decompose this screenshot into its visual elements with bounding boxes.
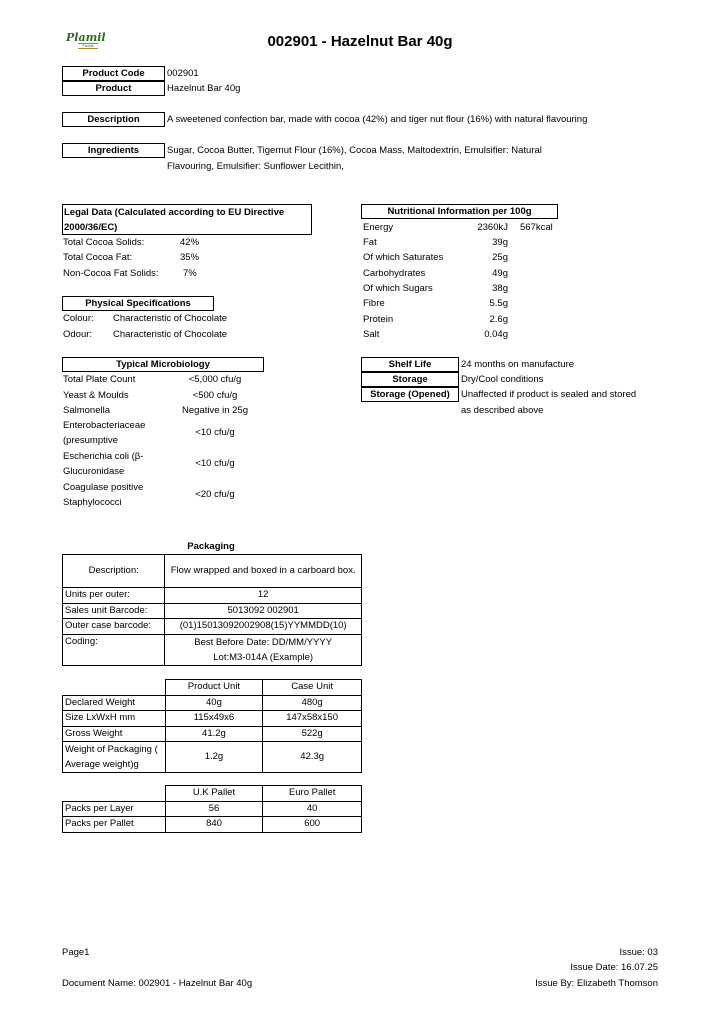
weights-col-header: Case Unit — [263, 680, 362, 696]
nutrition-energy-label: Energy — [363, 222, 394, 233]
micro-row-label: Staphylococci — [63, 497, 122, 508]
storage-opened-line-2: as described above — [461, 405, 544, 416]
table-row — [63, 817, 362, 833]
weights-cell: 522g — [263, 726, 362, 742]
table-row — [63, 711, 362, 727]
issue-date: Issue Date: 16.07.25 — [570, 962, 658, 973]
table-row — [63, 726, 362, 742]
legal-row-label: Total Cocoa Fat: — [63, 252, 133, 263]
weights-row-label: Declared Weight — [63, 695, 166, 711]
empty-cell — [63, 680, 166, 696]
legal-row-label: Total Cocoa Solids: — [63, 237, 145, 248]
micro-row-label: (presumptive — [63, 435, 118, 446]
empty-cell — [63, 786, 166, 802]
nutrition-row-label: Fat — [363, 237, 377, 248]
microbiology-heading: Typical Microbiology — [62, 357, 264, 372]
legal-row-value: 42% — [180, 237, 200, 248]
weights-cell: 480g — [263, 695, 362, 711]
weights-cell: 40g — [165, 695, 263, 711]
packaging-weight-label-1: Weight of Packaging ( — [65, 744, 158, 755]
legal-data-heading — [62, 204, 312, 235]
table-row — [63, 619, 362, 635]
nutrition-row-label: Carbohydrates — [363, 268, 426, 279]
packaging-desc-label: Description: — [63, 555, 165, 588]
table-row — [63, 786, 362, 802]
weights-row-label: Gross Weight — [63, 726, 166, 742]
micro-row-label: Enterobacteriaceae — [63, 420, 146, 431]
coding-line-2: Lot:M3-014A (Example) — [213, 651, 314, 663]
page-title: 002901 - Hazelnut Bar 40g — [267, 33, 453, 50]
nutrition-row-value: 0.04g — [484, 329, 508, 340]
micro-row-value: Negative in 25g — [181, 405, 249, 416]
packaging-table — [62, 554, 362, 666]
micro-row-value: <10 cfu/g — [195, 427, 235, 438]
storage-label: Storage — [361, 372, 459, 387]
packaging-weight-label-2: Average weight)g — [65, 759, 139, 770]
micro-row-label: Yeast & Moulds — [63, 390, 129, 401]
pallet-cell: 56 — [165, 801, 263, 817]
legal-row-label: Non-Cocoa Fat Solids: — [63, 268, 159, 279]
outer-barcode-value: (01)15013092002908(15)YYMMDD(10) — [165, 619, 362, 635]
packaging-heading: Packaging — [187, 541, 235, 552]
weights-row-label — [63, 742, 166, 773]
nutrition-energy-kj: 2360kJ — [477, 222, 508, 233]
legal-row-value: 35% — [180, 252, 200, 263]
nutrition-row-value: 25g — [492, 252, 508, 263]
weights-cell: 147x58x150 — [263, 711, 362, 727]
legal-row-value: 7% — [183, 268, 197, 279]
physical-row-value: Characteristic of Chocolate — [113, 329, 228, 340]
pallet-cell: 40 — [263, 801, 362, 817]
nutrition-row-label: Of which Saturates — [363, 252, 444, 263]
weights-cell: 1.2g — [165, 742, 263, 773]
table-row — [63, 742, 362, 773]
storage-opened-line-1: Unaffected if product is sealed and stored — [461, 389, 637, 400]
nutrition-row-label: Fibre — [363, 298, 385, 309]
pallet-cell: 600 — [263, 817, 362, 833]
weights-cell: 41.2g — [165, 726, 263, 742]
weights-cell: 42.3g — [263, 742, 362, 773]
shelf-life-label: Shelf Life — [361, 357, 459, 372]
pallet-cell: 840 — [165, 817, 263, 833]
units-label: Units per outer: — [63, 588, 165, 604]
nutrition-row-label: Protein — [363, 314, 394, 325]
table-row — [63, 801, 362, 817]
ingredients-line-1: Sugar, Cocoa Butter, Tigernut Flour (16%), Cocoa Mass, Maltodextrin, Emulsifier: Natural — [167, 145, 542, 156]
coding-line-1: Best Before Date: DD/MM/YYYY — [194, 636, 333, 648]
logo-text: Plamil — [66, 31, 106, 44]
physical-specs-heading: Physical Specifications — [62, 296, 214, 311]
shelf-life-value: 24 months on manufacture — [461, 359, 575, 370]
logo-subtext: Foods — [78, 43, 98, 49]
ingredients-line-2: Flavouring, Emulsifier: Sunflower Lecithin, — [167, 161, 344, 172]
description-value: A sweetened confection bar, made with cocoa (42%) and tiger nut flour (16%) with natural flavouring — [167, 114, 588, 125]
legal-heading-line-1: Legal Data (Calculated according to EU Directive — [64, 207, 285, 218]
document-name: Document Name: 002901 - Hazelnut Bar 40g — [62, 978, 253, 989]
weights-col-header: Product Unit — [165, 680, 263, 696]
issued-by: Issue By: Elizabeth Thomson — [535, 978, 658, 989]
micro-row-value: <500 cfu/g — [192, 390, 238, 401]
weights-table — [62, 679, 362, 773]
product-value: Hazelnut Bar 40g — [167, 83, 241, 94]
pallet-table — [62, 785, 362, 833]
nutrition-row-label: Of which Sugars — [363, 283, 433, 294]
units-value: 12 — [165, 588, 362, 604]
issue-number: Issue: 03 — [619, 947, 658, 958]
table-row — [63, 588, 362, 604]
pallet-row-label: Packs per Pallet — [63, 817, 166, 833]
product-code-value: 002901 — [167, 68, 199, 79]
sales-barcode-label: Sales unit Barcode: — [63, 603, 165, 619]
coding-value — [165, 634, 362, 665]
micro-row-label: Escherichia coli (β- — [63, 451, 144, 462]
micro-row-value: <10 cfu/g — [195, 458, 235, 469]
packaging-desc-value: Flow wrapped and boxed in a carboard box. — [165, 555, 362, 588]
micro-row-label: Total Plate Count — [63, 374, 136, 385]
ingredients-label: Ingredients — [62, 143, 165, 158]
outer-barcode-label: Outer case barcode: — [63, 619, 165, 635]
micro-row-value: <20 cfu/g — [195, 489, 235, 500]
table-row — [63, 555, 362, 588]
nutrition-row-value: 39g — [492, 237, 508, 248]
legal-heading-line-2: 2000/36/EC) — [64, 222, 118, 233]
weights-cell: 115x49x6 — [165, 711, 263, 727]
product-code-label: Product Code — [62, 66, 165, 81]
table-row — [63, 680, 362, 696]
table-row — [63, 695, 362, 711]
micro-row-label: Glucuronidase — [63, 466, 125, 477]
description-label: Description — [62, 112, 165, 127]
nutrition-heading: Nutritional Information per 100g — [361, 204, 558, 219]
physical-row-label: Odour: — [63, 329, 93, 340]
coding-label: Coding: — [63, 634, 165, 665]
page-number: Page1 — [62, 947, 90, 958]
storage-opened-label: Storage (Opened) — [361, 387, 459, 402]
table-row — [63, 603, 362, 619]
micro-row-value: <5,000 cfu/g — [188, 374, 242, 385]
product-label: Product — [62, 81, 165, 96]
nutrition-row-value: 38g — [492, 283, 508, 294]
nutrition-row-value: 2.6g — [489, 314, 508, 325]
weights-row-label: Size LxWxH mm — [63, 711, 166, 727]
storage-value: Dry/Cool conditions — [461, 374, 544, 385]
nutrition-row-label: Salt — [363, 329, 380, 340]
micro-row-label: Coagulase positive — [63, 482, 144, 493]
nutrition-row-value: 49g — [492, 268, 508, 279]
table-row — [63, 634, 362, 665]
pallet-row-label: Packs per Layer — [63, 801, 166, 817]
micro-row-label: Salmonella — [63, 405, 110, 416]
physical-row-value: Characteristic of Chocolate — [113, 313, 228, 324]
nutrition-energy-kcal: 567kcal — [520, 222, 553, 233]
pallet-col-header: U.K Pallet — [165, 786, 263, 802]
nutrition-row-value: 5.5g — [489, 298, 508, 309]
pallet-col-header: Euro Pallet — [263, 786, 362, 802]
sales-barcode-value: 5013092 002901 — [165, 603, 362, 619]
physical-row-label: Colour: — [63, 313, 94, 324]
